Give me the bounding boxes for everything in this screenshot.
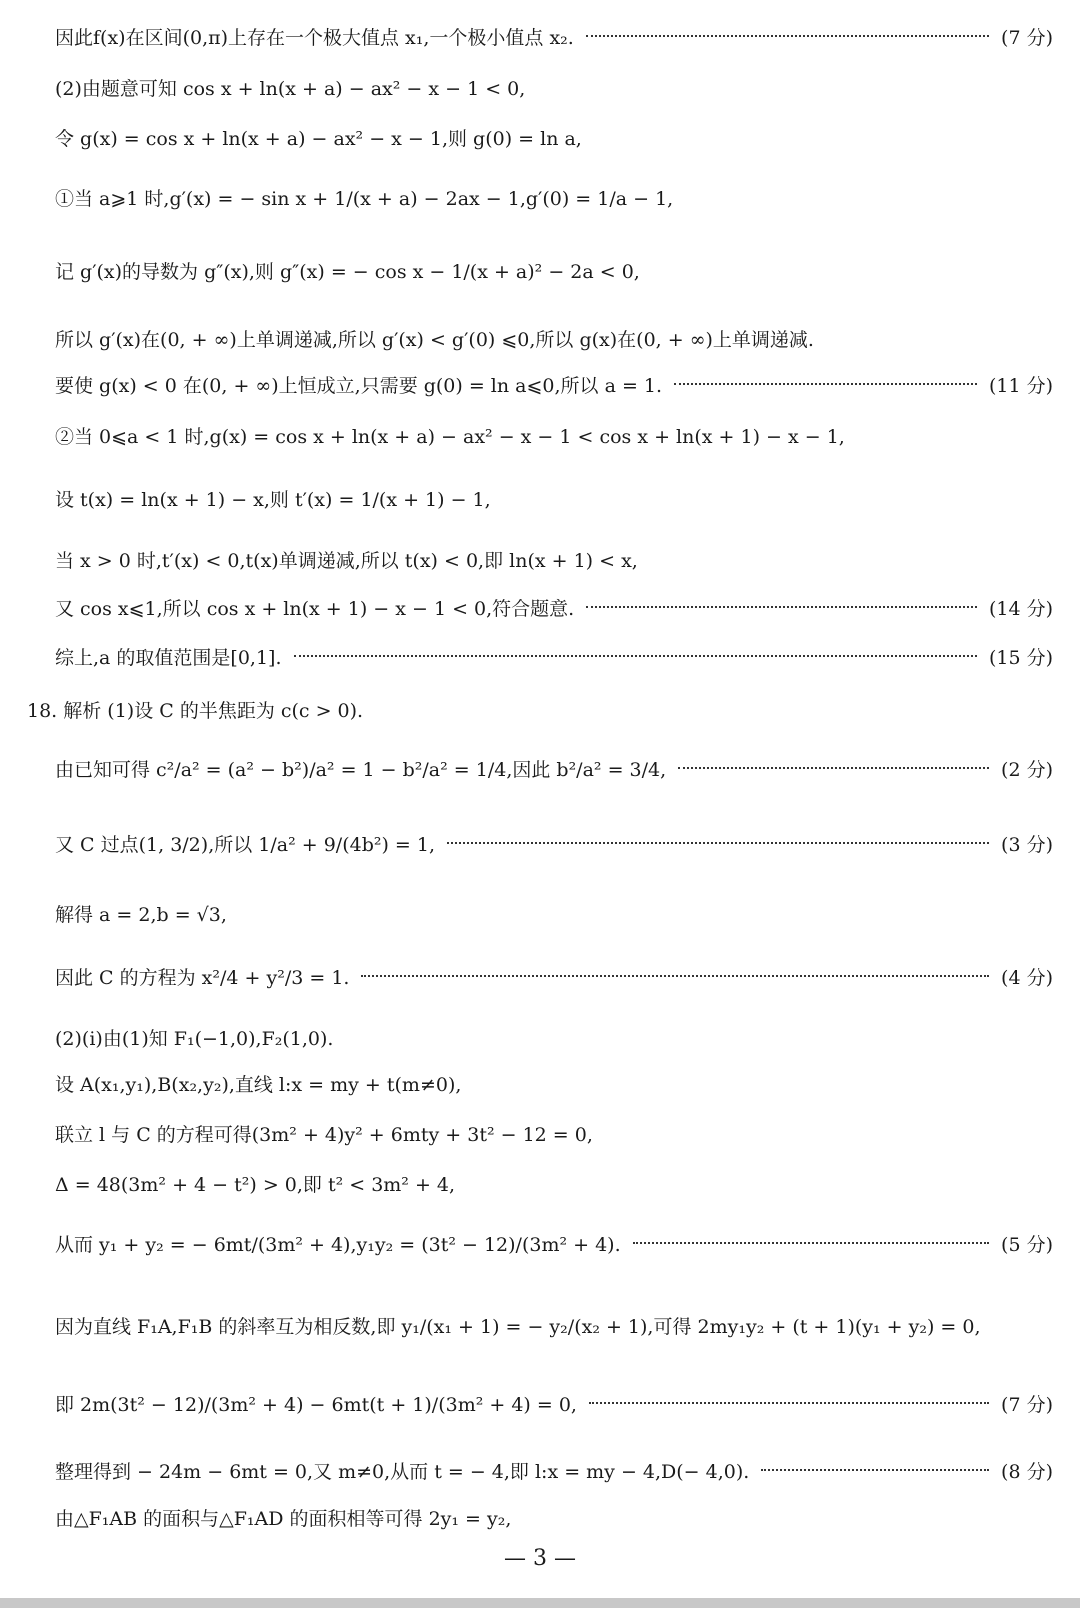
solution-line — [55, 1501, 1053, 1533]
line-text: 又 cos x⩽1,所以 cos x + ln(x + 1) − x − 1 < 0,符合题意. — [55, 597, 575, 620]
line-text: 所以 g′(x)在(0, + ∞)上单调递减,所以 g′(x) < g′(0) ⩽0,所以 g(x)在(0, + ∞)上单调递减. — [55, 328, 814, 351]
score-label: (4 分) — [1001, 966, 1053, 989]
line-text: 又 C 过点(1, 3/2),所以 1/a² + 9/(4b²) = 1, — [55, 833, 436, 856]
score-label: (5 分) — [1001, 1233, 1053, 1256]
dot-leader — [589, 1402, 989, 1404]
solution-line — [55, 1167, 1053, 1199]
solution-line — [55, 640, 1053, 672]
score-label: (14 分) — [988, 597, 1053, 620]
line-text: 18. 解析 (1)设 C 的半焦距为 c(c > 0). — [27, 699, 364, 722]
solution-line — [55, 121, 1053, 153]
score-label: (15 分) — [988, 646, 1053, 669]
solution-line — [55, 543, 1053, 575]
line-text: 从而 y₁ + y₂ = − 6mt/(3m² + 4),y₁y₂ = (3t² − 12)/(3m² + 4). — [55, 1233, 621, 1256]
dot-leader — [761, 1469, 989, 1471]
line-text: ②当 0⩽a < 1 时,g(x) = cos x + ln(x + a) − ax² − x − 1 < cos x + ln(x + 1) − x − 1, — [55, 425, 845, 448]
solution-line — [55, 1454, 1053, 1486]
line-text: 令 g(x) = cos x + ln(x + a) − ax² − x − 1,则 g(0) = ln a, — [55, 127, 582, 150]
line-text: (2)(ⅰ)由(1)知 F₁(−1,0),F₂(1,0). — [55, 1027, 334, 1050]
solution-line — [55, 71, 1053, 103]
solution-line — [55, 813, 1053, 873]
dot-leader — [674, 383, 977, 385]
solution-line — [55, 419, 1053, 451]
solution-line — [55, 1295, 1053, 1355]
solution-line — [55, 946, 1053, 1006]
solution-line — [55, 1213, 1053, 1273]
score-label: (7 分) — [1001, 26, 1053, 49]
solution-line — [55, 1067, 1053, 1099]
score-label: (2 分) — [1001, 758, 1053, 781]
solution-line — [55, 591, 1053, 623]
dot-leader — [447, 842, 989, 844]
solution-line — [55, 468, 1053, 528]
line-text: 由已知可得 c²/a² = (a² − b²)/a² = 1 − b²/a² = 1/4,因此 b²/a² = 3/4, — [55, 758, 667, 781]
solution-line — [55, 240, 1053, 300]
line-text: 整理得到 − 24m − 6mt = 0,又 m≠0,从而 t = − 4,即 l:x = my − 4,D(− 4,0). — [55, 1460, 750, 1483]
solution-line — [55, 167, 1053, 227]
dot-leader — [361, 975, 989, 977]
dot-leader — [586, 606, 977, 608]
dot-leader — [294, 655, 977, 657]
line-text: 即 2m(3t² − 12)/(3m² + 4) − 6mt(t + 1)/(3m² + 4) = 0, — [55, 1393, 577, 1416]
line-text: 设 t(x) = ln(x + 1) − x,则 t′(x) = 1/(x + 1) − 1, — [55, 488, 491, 511]
line-text: 记 g′(x)的导数为 g″(x),则 g″(x) = − cos x − 1/(x + a)² − 2a < 0, — [55, 260, 640, 283]
line-text: 设 A(x₁,y₁),B(x₂,y₂),直线 l:x = my + t(m≠0), — [55, 1073, 462, 1096]
solution-line — [55, 20, 1053, 52]
line-text: ①当 a⩾1 时,g′(x) = − sin x + 1/(x + a) − 2ax − 1,g′(0) = 1/a − 1, — [55, 187, 674, 210]
line-text: 联立 l 与 C 的方程可得(3m² + 4)y² + 6mty + 3t² − 12 = 0, — [55, 1123, 593, 1146]
line-text: 因为直线 F₁A,F₁B 的斜率互为相反数,即 y₁/(x₁ + 1) = − y₂/(x₂ + 1),可得 2my₁y₂ + (t + 1)(y₁ + y₂) = 0, — [55, 1315, 981, 1338]
solution-line — [55, 368, 1053, 400]
solution-line — [55, 1373, 1053, 1433]
solution-line — [55, 738, 1053, 798]
score-label: (11 分) — [988, 374, 1053, 397]
solution-line — [55, 897, 1053, 929]
line-text: Δ = 48(3m² + 4 − t²) > 0,即 t² < 3m² + 4, — [55, 1173, 456, 1196]
line-text: 由△F₁AB 的面积与△F₁AD 的面积相等可得 2y₁ = y₂, — [55, 1507, 512, 1530]
line-text: 因此 C 的方程为 x²/4 + y²/3 = 1. — [55, 966, 350, 989]
page-number: — 3 — — [504, 1546, 576, 1571]
question-heading — [27, 693, 1053, 725]
line-text: 要使 g(x) < 0 在(0, + ∞)上恒成立,只需要 g(0) = ln a⩽0,所以 a = 1. — [55, 374, 663, 397]
line-text: (2)由题意可知 cos x + ln(x + a) − ax² − x − 1 < 0, — [55, 77, 526, 100]
score-label: (8 分) — [1001, 1460, 1053, 1483]
score-label: (3 分) — [1001, 833, 1053, 856]
line-text: 解得 a = 2,b = √3, — [55, 903, 227, 926]
solution-line — [55, 1117, 1053, 1149]
solution-line — [55, 1021, 1053, 1053]
bottom-divider — [0, 1598, 1080, 1608]
dot-leader — [678, 767, 989, 769]
dot-leader — [586, 35, 989, 37]
solution-line — [55, 322, 1053, 354]
line-text: 当 x > 0 时,t′(x) < 0,t(x)单调递减,所以 t(x) < 0,即 ln(x + 1) < x, — [55, 549, 638, 572]
line-text: 因此f(x)在区间(0,π)上存在一个极大值点 x₁,一个极小值点 x₂. — [55, 26, 574, 49]
line-text: 综上,a 的取值范围是[0,1]. — [55, 646, 282, 669]
score-label: (7 分) — [1001, 1393, 1053, 1416]
dot-leader — [633, 1242, 989, 1244]
